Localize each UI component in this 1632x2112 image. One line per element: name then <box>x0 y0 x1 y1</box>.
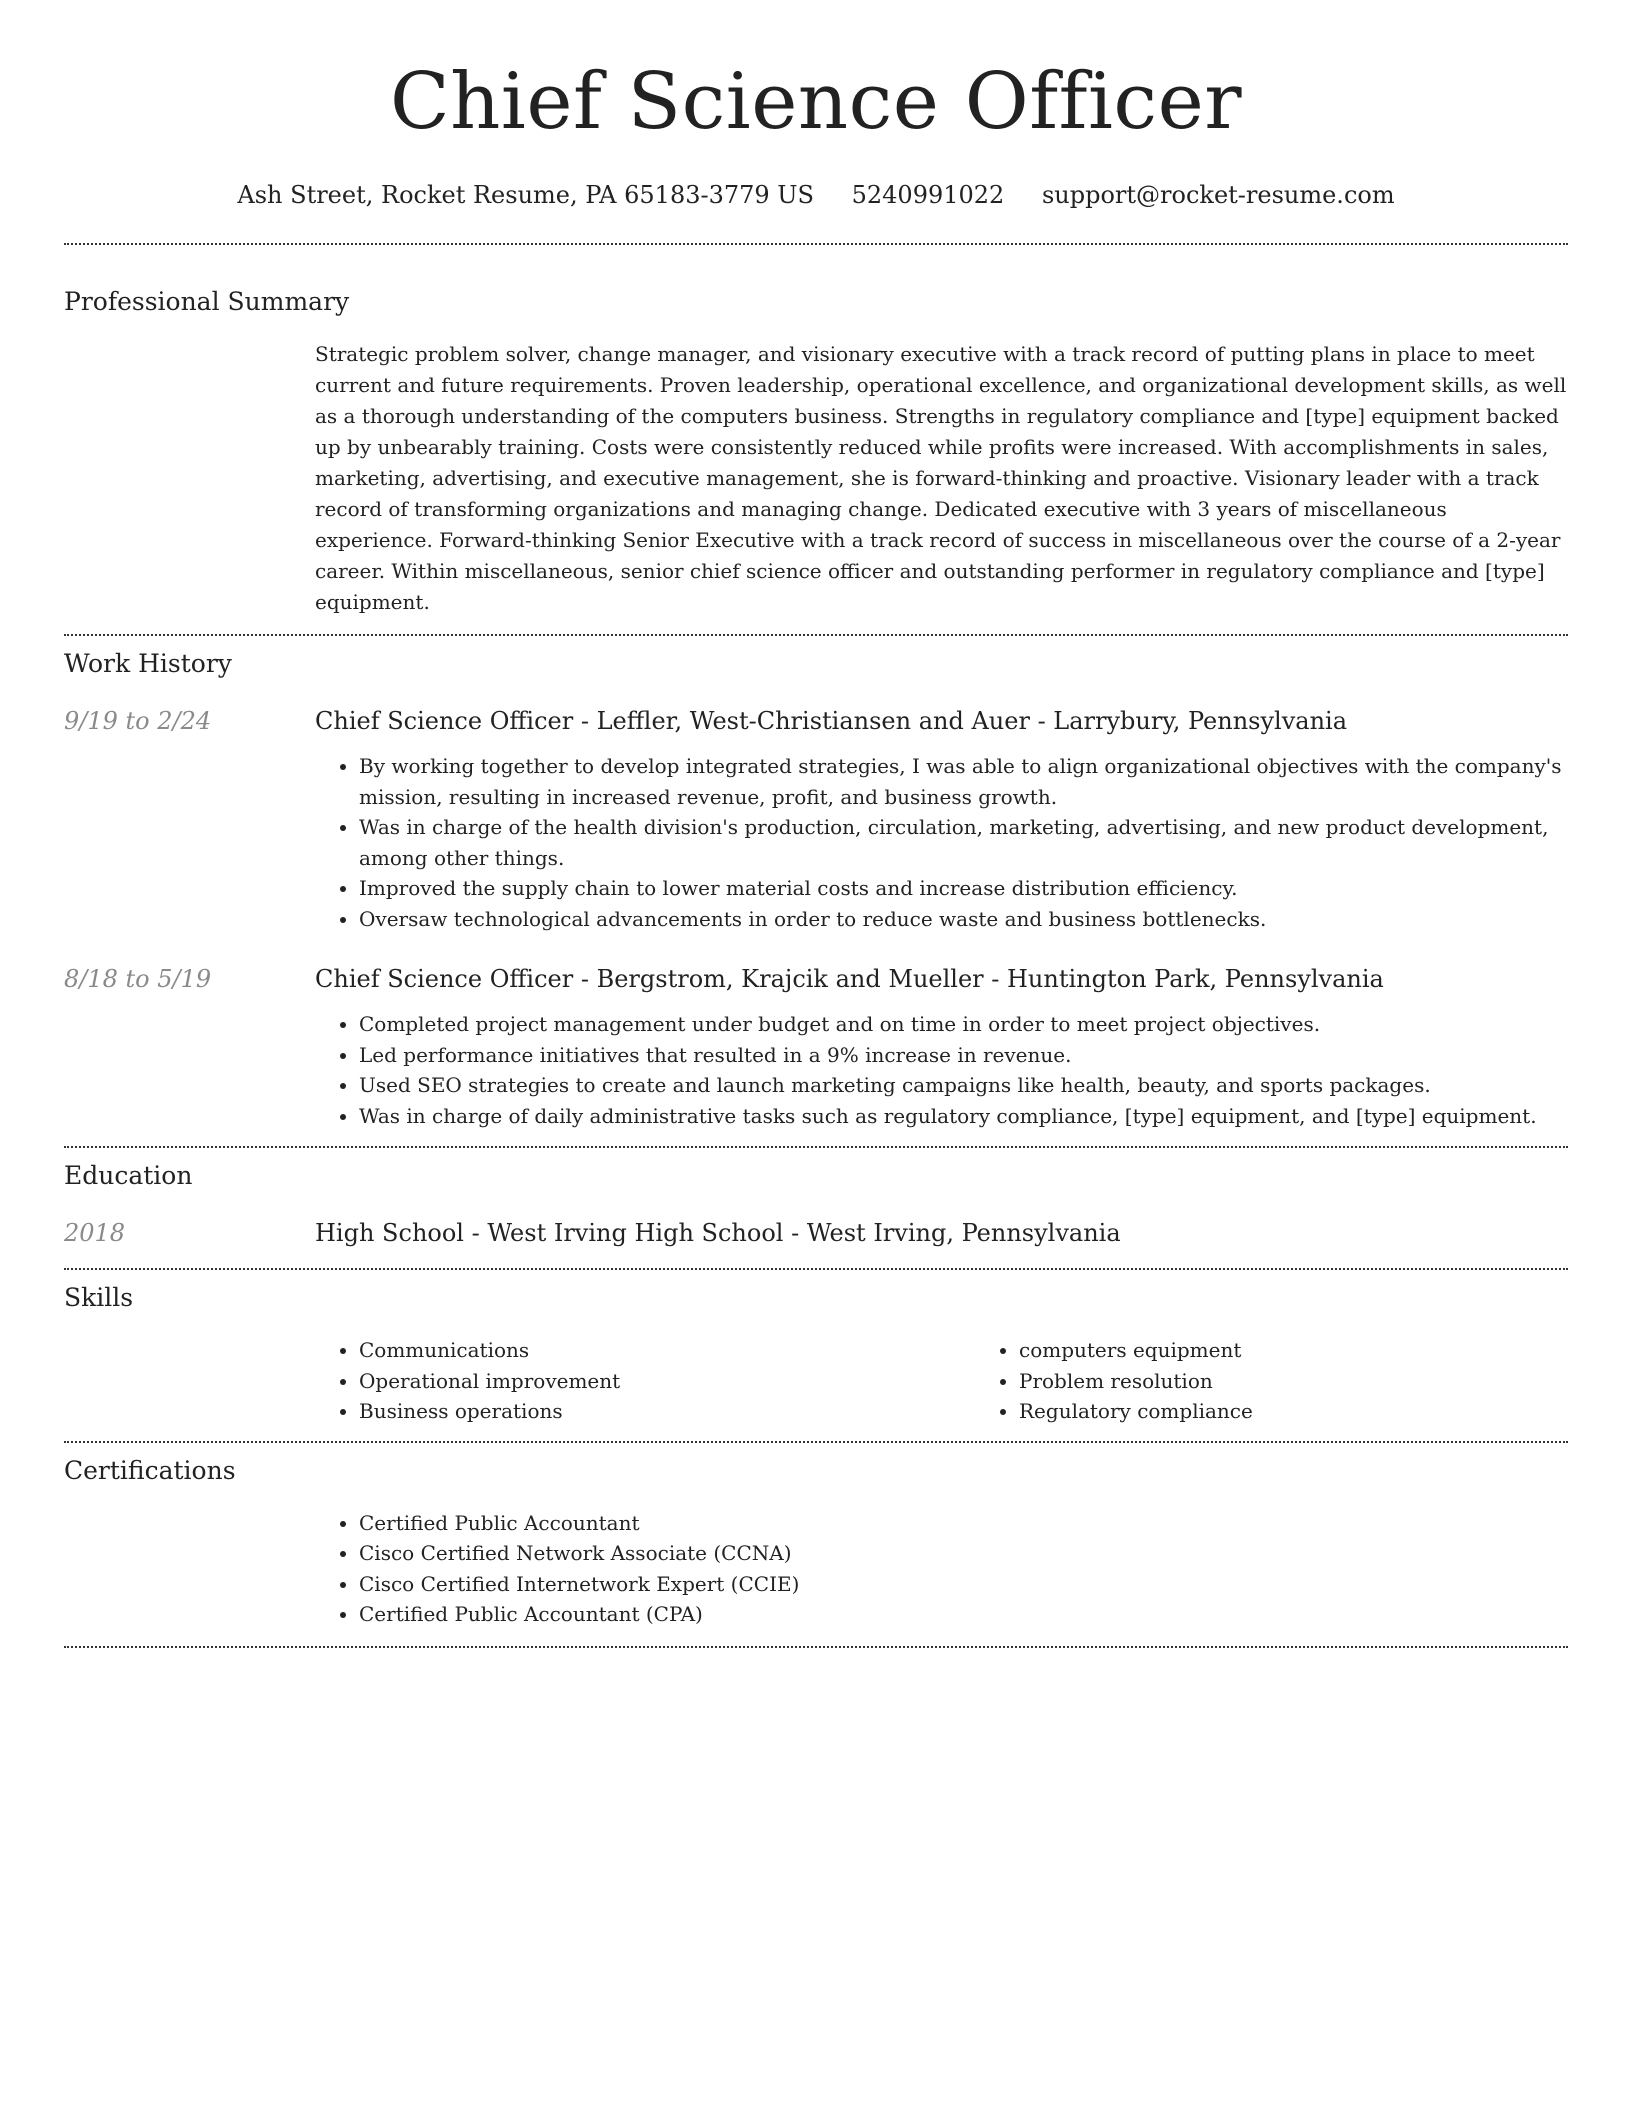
contact-line <box>64 180 1568 210</box>
list-item: • Improved the supply chain to lower material costs and increase distribution efficiency. <box>359 873 1568 904</box>
section-title-summary: Professional Summary <box>64 287 350 316</box>
list-item: • Was in charge of the health division's production, circulation, marketing, advertising, and new product development, among other things. <box>359 812 1568 873</box>
list-item: • Operational improvement <box>359 1366 975 1397</box>
section-title-work: Work History <box>64 649 232 678</box>
list-item: • Cisco Certified Network Associate (CCNA) <box>359 1538 1568 1569</box>
education-entry <box>64 1218 1568 1248</box>
list-item: • Problem resolution <box>1019 1366 1632 1397</box>
job-heading: Chief Science Officer - Bergstrom, Krajcik and Mueller - Huntington Park, Pennsylvania <box>315 965 1384 993</box>
list-item: • Was in charge of daily administrative tasks such as regulatory compliance, [type] equipment, and [type] equipment. <box>359 1101 1568 1132</box>
summary-text: Strategic problem solver, change manager, and visionary executive with a track record of putting plans in place to meet current and future requirements. Proven leadership, operational excellence, and organizational development skills, as well as a thorough understanding of the computers business. Strengths in regulatory compliance and [type] equipment backed up by unbearably training. Costs were consistently reduced while profits were increased. With accomplishments in sales, marketing, advertising, and executive management, she is forward-thinking and proactive. Visionary leader with a track record of transforming organizations and managing change. Dedicated executive with 3 years of miscellaneous experience. Forward-thinking Senior Executive with a track record of success in miscellaneous over the course of a 2-year career. Within miscellaneous, senior chief science officer and outstanding performer in regulatory compliance and [type] equipment. <box>315 342 1567 614</box>
list-item: • Used SEO strategies to create and launch marketing campaigns like health, beauty, and sports packages. <box>359 1070 1568 1101</box>
section-title-skills: Skills <box>64 1283 134 1312</box>
list-item: • Completed project management under budget and on time in order to meet project objectives. <box>359 1009 1568 1040</box>
divider <box>64 1646 1568 1648</box>
certifications-section <box>64 1443 1568 1630</box>
list-item: • Led performance initiatives that resulted in a 9% increase in revenue. <box>359 1040 1568 1071</box>
work-section <box>64 636 1568 1131</box>
contact-email: support@rocket-resume.com <box>1041 181 1395 209</box>
job-bullets <box>315 751 1568 934</box>
certifications-list <box>315 1508 1568 1630</box>
list-item: • Certified Public Accountant <box>359 1508 1568 1539</box>
list-item: • Regulatory compliance <box>1019 1396 1632 1427</box>
skills-section <box>64 1270 1568 1427</box>
education-heading: High School - West Irving High School - West Irving, Pennsylvania <box>315 1219 1121 1247</box>
job-dates: 9/19 to 2/24 <box>64 707 212 735</box>
section-title-certifications: Certifications <box>64 1455 236 1485</box>
summary-section <box>64 245 1568 618</box>
job-dates: 8/18 to 5/19 <box>64 965 212 993</box>
list-item: • Business operations <box>359 1396 975 1427</box>
section-title-education: Education <box>64 1161 193 1190</box>
resume-name: Chief Science Officer <box>389 57 1243 147</box>
list-item: • Communications <box>359 1335 975 1366</box>
list-item: • Cisco Certified Internetwork Expert (CCIE) <box>359 1569 1568 1600</box>
skills-list-left <box>315 1335 975 1427</box>
list-item: • By working together to develop integrated strategies, I was able to align organizational objectives with the company's mission, resulting in increased revenue, profit, and business growth. <box>359 751 1568 812</box>
contact-address: Ash Street, Rocket Resume, PA 65183-3779 US <box>237 181 814 209</box>
skills-list-right <box>975 1335 1632 1427</box>
job-entry <box>64 964 1568 1131</box>
job-heading: Chief Science Officer - Leffler, West-Christiansen and Auer - Larrybury, Pennsylvania <box>315 707 1348 735</box>
education-section <box>64 1148 1568 1248</box>
list-item: • computers equipment <box>1019 1335 1632 1366</box>
education-year: 2018 <box>64 1219 126 1247</box>
list-item: • Certified Public Accountant (CPA) <box>359 1599 1568 1630</box>
contact-phone: 5240991022 <box>851 181 1005 209</box>
job-entry <box>64 706 1568 934</box>
job-bullets <box>315 1009 1568 1131</box>
list-item: • Oversaw technological advancements in order to reduce waste and business bottlenecks. <box>359 904 1568 935</box>
